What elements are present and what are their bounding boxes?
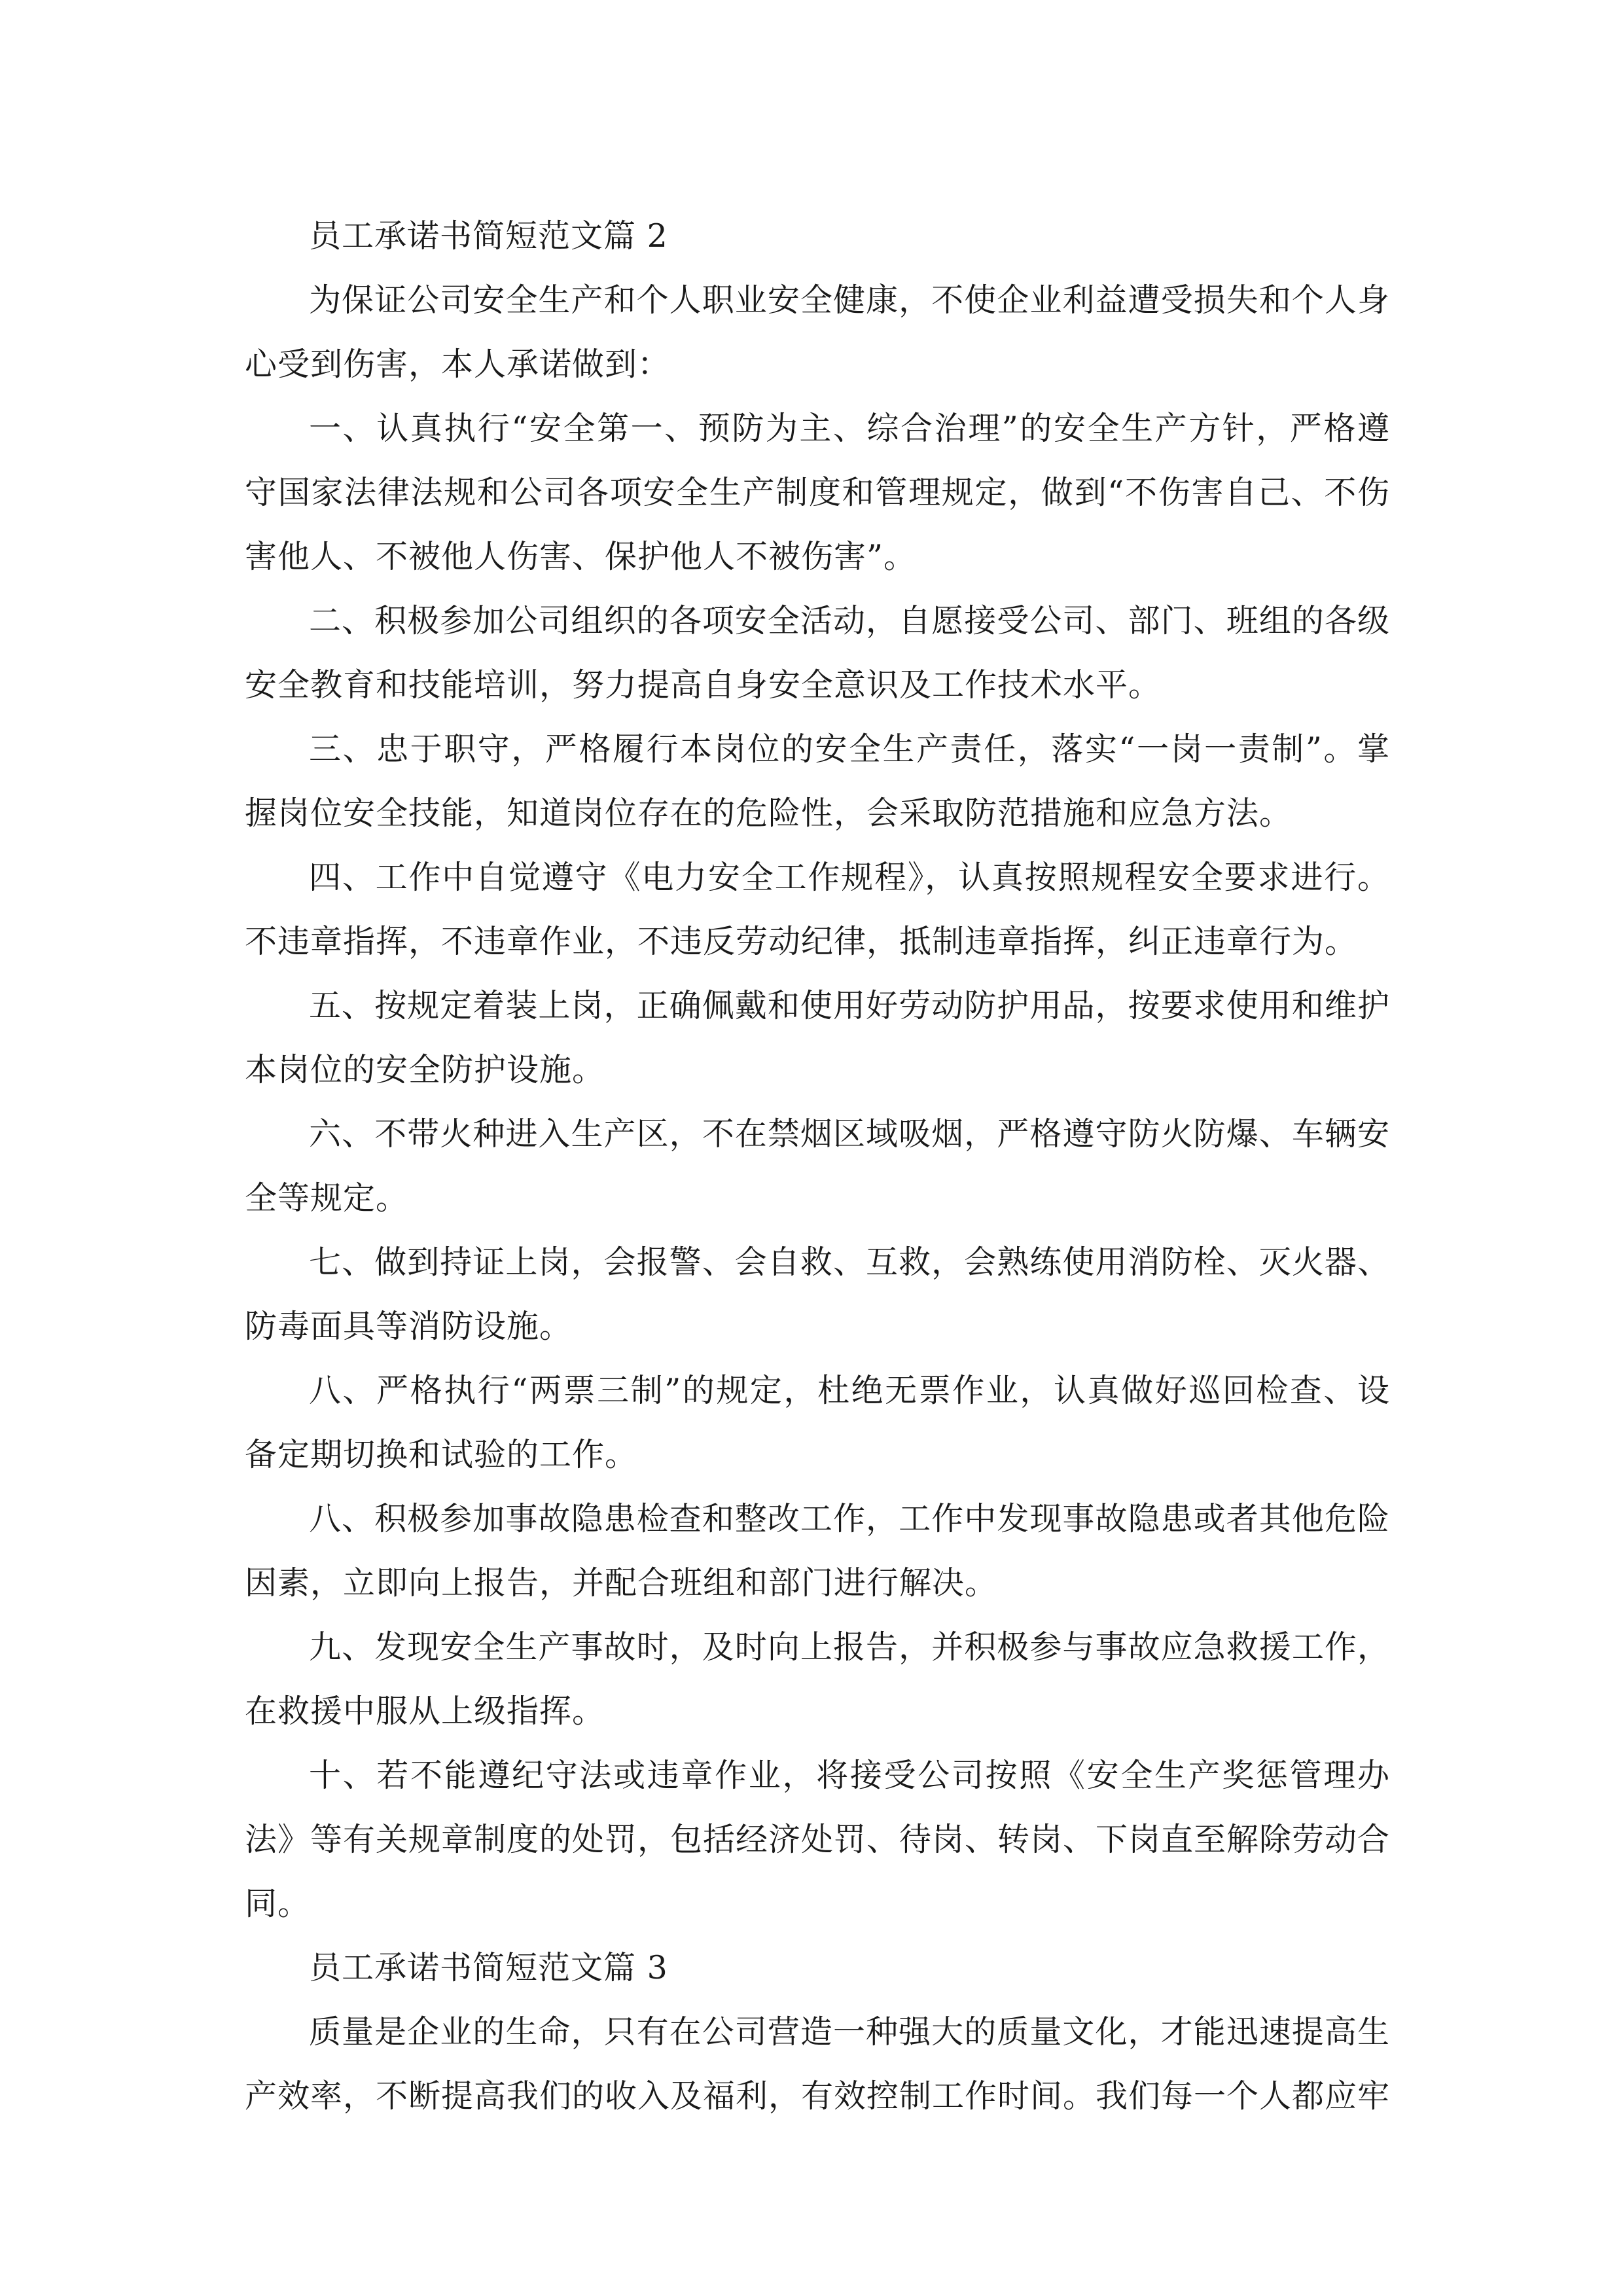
paragraph-item-4: 四、工作中自觉遵守《电力安全工作规程》，认真按照规程安全要求进行。不违章指挥，不违章作业，不违反劳动纪律，抵制违章指挥，纠正违章行为。 [245, 859, 1390, 960]
paragraph-intro: 为保证公司安全生产和个人职业安全健康，不使企业利益遭受损失和个人身心受到伤害，本人承诺做到： [245, 281, 1390, 383]
section-heading-2: 员工承诺书简短范文篇 2 [309, 217, 668, 255]
paragraph-item-10: 十、若不能遵纪守法或违章作业，将接受公司按照《安全生产奖惩管理办法》等有关规章制度的处罚，包括经济处罚、待岗、转岗、下岗直至解除劳动合同。 [245, 1757, 1391, 1922]
paragraph-item-3: 三、忠于职守，严格履行本岗位的安全生产责任，落实“一岗一责制”。掌握岗位安全技能，知道岗位存在的危险性，会采取防范措施和应急方法。 [245, 730, 1390, 832]
document-body [245, 204, 1390, 2128]
paragraph-item-8b: 八、积极参加事故隐患检查和整改工作，工作中发现事故隐患或者其他危险因素，立即向上报告，并配合班组和部门进行解决。 [245, 1500, 1390, 1602]
paragraph-item-2: 二、积极参加公司组织的各项安全活动，自愿接受公司、部门、班组的各级安全教育和技能培训，努力提高自身安全意识及工作技术水平。 [245, 602, 1390, 704]
paragraph-item-8a: 八、严格执行“两票三制”的规定，杜绝无票作业，认真做好巡回检查、设备定期切换和试验的工作。 [245, 1372, 1390, 1473]
paragraph-item-6: 六、不带火种进入生产区，不在禁烟区域吸烟，严格遵守防火防爆、车辆安全等规定。 [245, 1115, 1390, 1217]
paragraph-item-9: 九、发现安全生产事故时，及时向上报告，并积极参与事故应急救援工作，在救援中服从上级指挥。 [245, 1628, 1390, 1730]
paragraph-quality: 质量是企业的生命，只有在公司营造一种强大的质量文化，才能迅速提高生产效率，不断提高我们的收入及福利，有效控制工作时间。我们每一个人都应牢 [245, 2013, 1391, 2115]
paragraph-item-5: 五、按规定着装上岗，正确佩戴和使用好劳动防护用品，按要求使用和维护本岗位的安全防护设施。 [245, 987, 1390, 1088]
section-heading-3: 员工承诺书简短范文篇 3 [309, 1949, 668, 1986]
paragraph-item-1: 一、认真执行“安全第一、预防为主、综合治理”的安全生产方针，严格遵守国家法律法规和公司各项安全生产制度和管理规定，做到“不伤害自己、不伤害他人、不被他人伤害、保护他人不被伤害”。 [245, 410, 1390, 575]
paragraph-item-7: 七、做到持证上岗，会报警、会自救、互救，会熟练使用消防栓、灭火器、防毒面具等消防设施。 [245, 1244, 1390, 1345]
